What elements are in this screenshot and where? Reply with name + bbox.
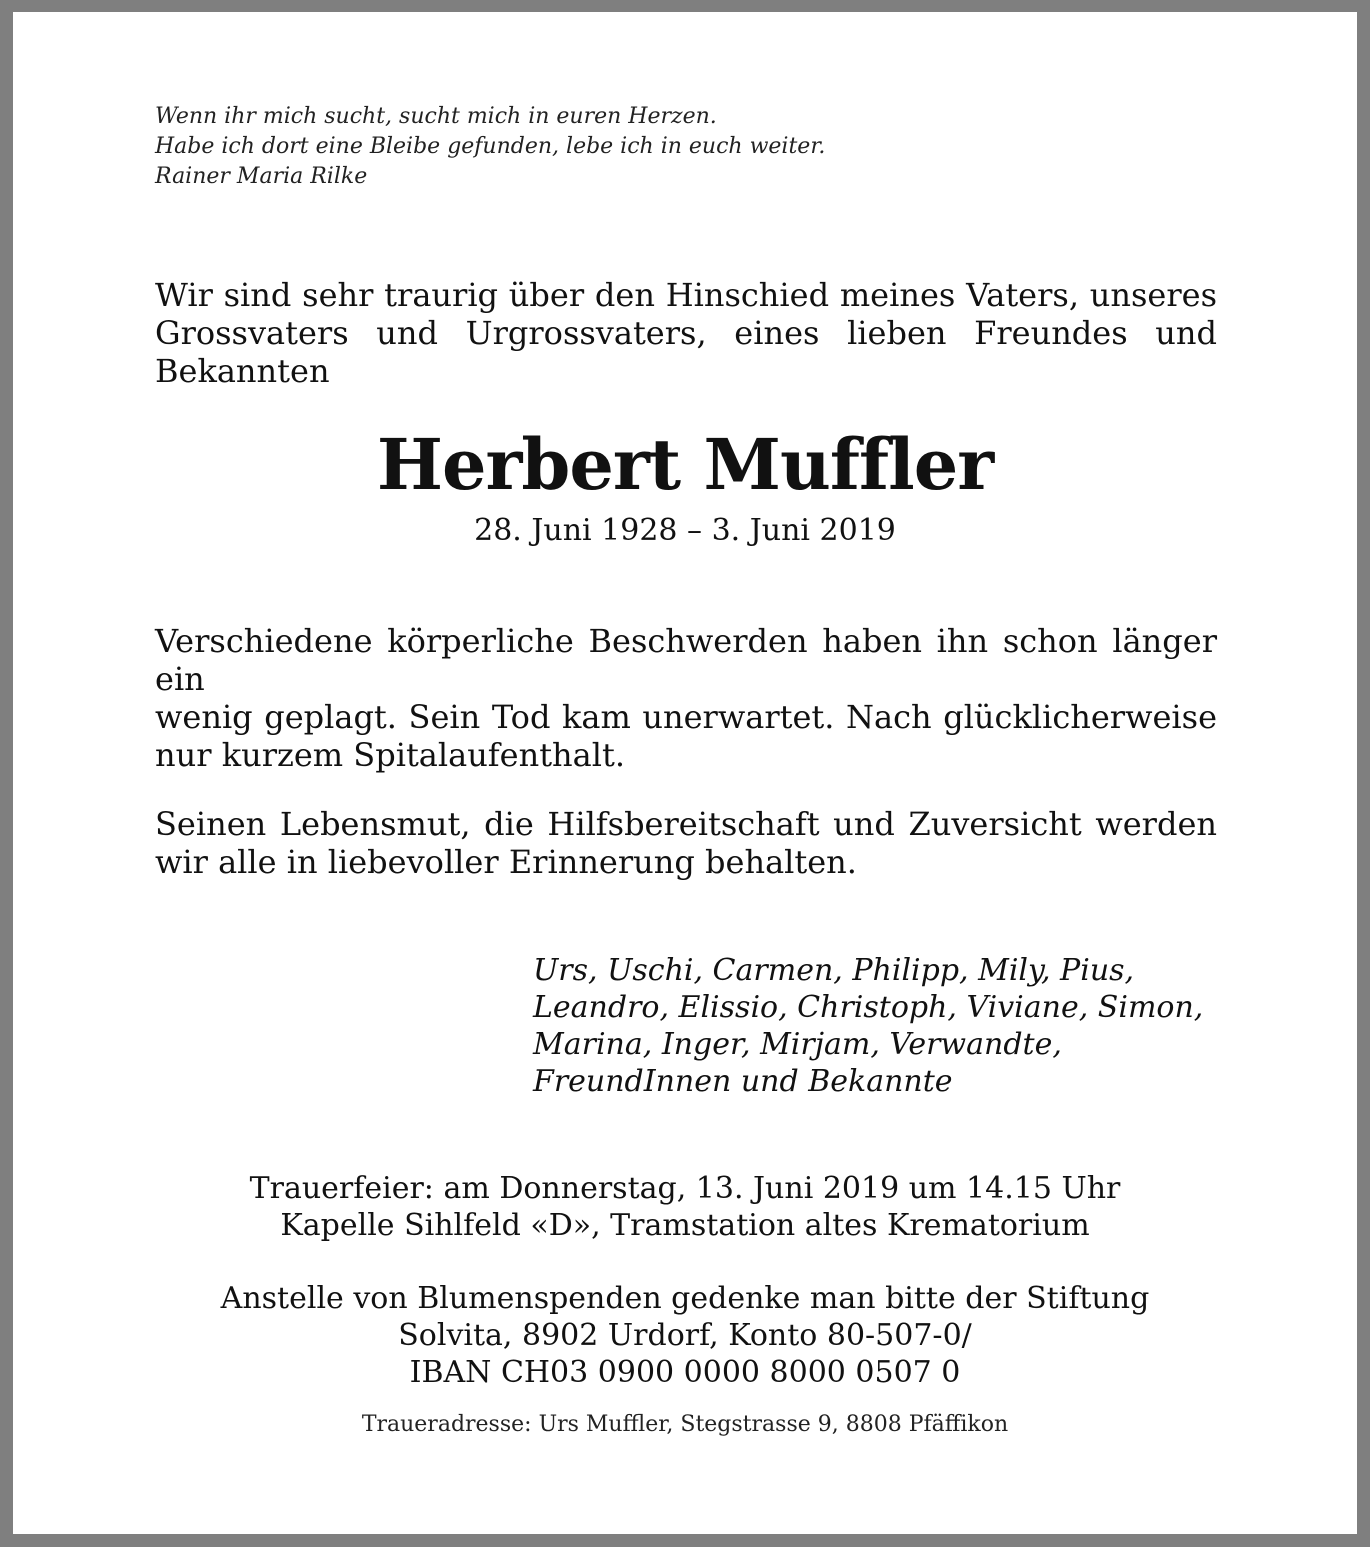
- mourners-line: Marina, Inger, Mirjam, Verwandte,: [533, 1027, 1062, 1062]
- donation-line: Solvita, 8902 Urdorf, Konto 80-507-0/: [398, 1318, 972, 1353]
- memory-paragraph: [155, 805, 1217, 881]
- donation-line: Anstelle von Blumenspenden gedenke man bitte der Stiftung: [220, 1281, 1150, 1316]
- paragraph-line: wir alle in liebevoller Erinnerung behalten.: [155, 843, 857, 881]
- mourners-list: [533, 952, 1233, 1100]
- mourners-line: Leandro, Elissio, Christoph, Viviane, Simon,: [533, 990, 1204, 1025]
- ceremony-info: [13, 1170, 1357, 1244]
- quote-line: Wenn ihr mich sucht, sucht mich in euren Herzen.: [155, 104, 717, 129]
- quote-author: Rainer Maria Rilke: [155, 164, 368, 189]
- intro-line: Grossvaters und Urgrossvaters, eines lieben Freundes und Bekannten: [155, 314, 1217, 390]
- intro-paragraph: [155, 276, 1217, 390]
- ceremony-line: Trauerfeier: am Donnerstag, 13. Juni 2019 um 14.15 Uhr: [249, 1171, 1121, 1206]
- donation-info: [13, 1280, 1357, 1391]
- mourners-line: Urs, Uschi, Carmen, Philipp, Mily, Pius,: [533, 953, 1135, 988]
- rilke-quote: [155, 102, 1055, 192]
- deceased-name: Herbert Muffler: [376, 423, 994, 506]
- paragraph-line: Verschiedene körperliche Beschwerden haben ihn schon länger ein: [155, 622, 1217, 698]
- mourning-address: Traueradresse: Urs Muffler, Stegstrasse 9, 8808 Pfäffikon: [361, 1412, 1009, 1437]
- paragraph-line: Seinen Lebensmut, die Hilfsbereitschaft und Zuversicht werden: [155, 805, 1217, 843]
- donation-line: IBAN CH03 0900 0000 8000 0507 0: [409, 1355, 961, 1390]
- mourners-line: FreundInnen und Bekannte: [533, 1064, 953, 1099]
- ceremony-line: Kapelle Sihlfeld «D», Tramstation altes Krematorium: [280, 1208, 1090, 1243]
- paragraph-line: nur kurzem Spitalaufenthalt.: [155, 736, 625, 774]
- intro-line: Wir sind sehr traurig über den Hinschied meines Vaters, unseres: [155, 276, 1217, 314]
- quote-line: Habe ich dort eine Bleibe gefunden, lebe ich in euch weiter.: [155, 134, 826, 159]
- paragraph-line: wenig geplagt. Sein Tod kam unerwartet. Nach glücklicherweise: [155, 698, 1217, 736]
- obituary-page: [13, 12, 1357, 1534]
- health-paragraph: [155, 622, 1217, 774]
- life-dates: 28. Juni 1928 – 3. Juni 2019: [474, 513, 896, 548]
